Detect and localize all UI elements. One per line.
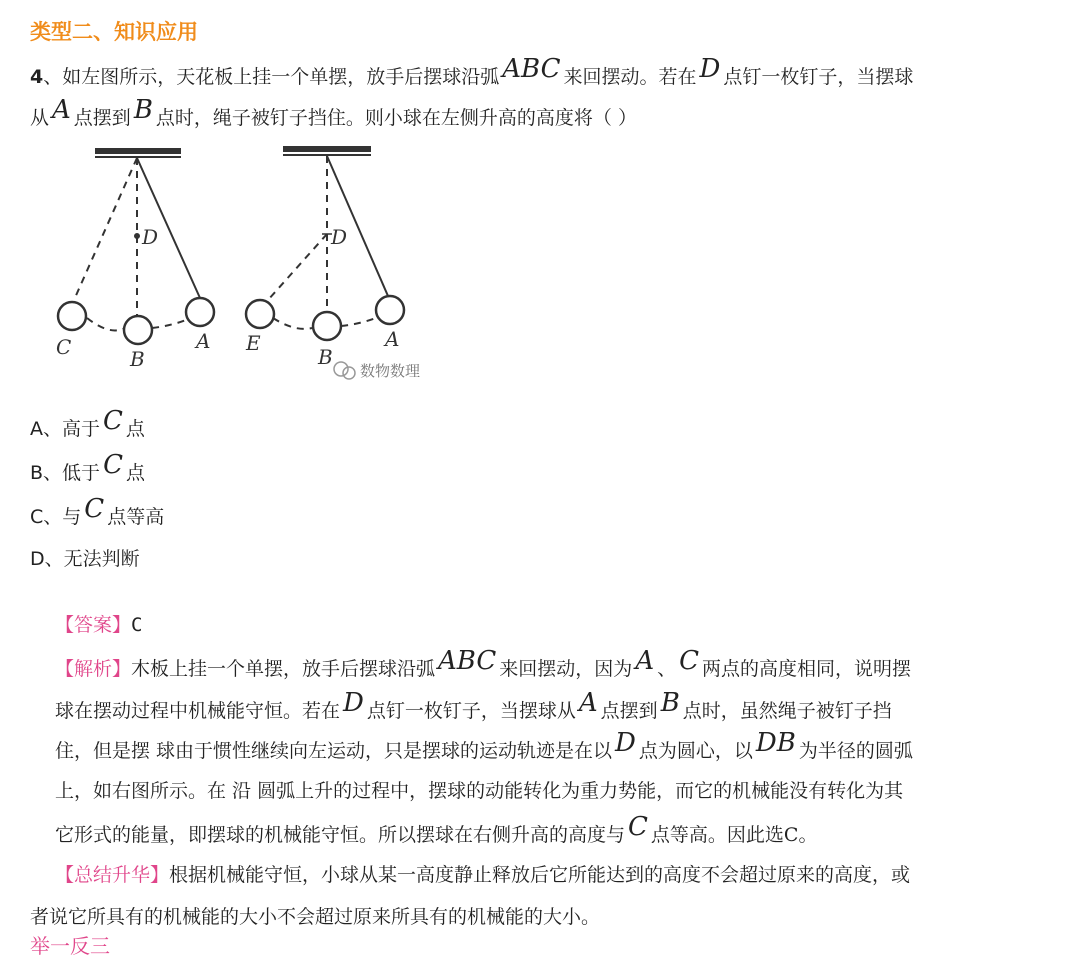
analysis-text: 它形式的能量，即摆球的机械能守恒。所以摆球在右侧升高的高度与 — [55, 824, 626, 846]
summary-tag: 【总结升华】 — [55, 864, 170, 886]
left-pendulum — [58, 158, 214, 344]
right-pendulum — [246, 156, 404, 340]
option-text: 、高于 — [43, 418, 101, 440]
question-text: 、如左图所示，天花板上挂一个单摆，放手后摆球沿弧 — [43, 66, 500, 88]
wechat-watermark — [334, 362, 420, 380]
math-point-b: B — [660, 688, 680, 718]
next-heading-cut — [30, 934, 170, 958]
math-arc: ABC — [438, 646, 497, 676]
option-letter: A — [30, 418, 43, 440]
math-point-a: A — [635, 646, 655, 676]
analysis-text: 为半径的圆弧 — [798, 740, 913, 762]
math-arc: ABC — [502, 54, 561, 84]
analysis-text: 两点的高度相同，说明摆 — [702, 658, 912, 680]
answer-line — [55, 610, 142, 637]
option-text: 、与 — [43, 506, 82, 528]
math-point-c: C — [103, 450, 123, 480]
math-point-c: C — [84, 494, 105, 524]
analysis-line-5 — [55, 812, 818, 848]
math-point-a: A — [578, 688, 598, 718]
section-title: 类型二、知识应用 — [30, 20, 198, 44]
answer-value: C — [131, 614, 143, 636]
question-text: 从 — [30, 107, 50, 129]
left-label-d: D — [142, 225, 159, 249]
math-point-c: C — [628, 812, 648, 842]
right-label-a: A — [385, 327, 400, 351]
summary-text: 根据机械能守恒，小球从某一高度静止释放后它所能达到的高度不会超过原来的高度，或 — [169, 864, 911, 886]
right-label-b: B — [318, 345, 333, 369]
analysis-line-2 — [55, 688, 892, 724]
analysis-line-4: 上，如右图所示。在 沿 圆弧上升的过程中，摆球的动能转化为重力势能，而它的机械能没有转化为其 — [55, 780, 904, 802]
question-text: 点钉一枚钉子，当摆球 — [723, 66, 914, 88]
option-b[interactable] — [30, 450, 145, 486]
question-number: 4 — [30, 66, 44, 88]
left-label-a: A — [196, 329, 211, 353]
option-letter: C — [30, 506, 44, 528]
math-point-d: D — [343, 688, 364, 718]
watermark-text: 数物数理 — [360, 362, 421, 380]
answer-tag: 【答案】 — [55, 614, 132, 636]
option-text: 点 — [125, 462, 145, 484]
math-point-d: D — [615, 728, 636, 758]
analysis-text: 点时，虽然绳子被钉子挡 — [682, 700, 892, 722]
analysis-text: 点等高。因此选C。 — [650, 824, 818, 846]
left-label-b: B — [130, 347, 145, 371]
analysis-text: 、 — [657, 658, 677, 680]
right-ceiling — [283, 146, 371, 155]
left-ceiling — [95, 148, 181, 157]
math-point-c: C — [103, 406, 123, 436]
math-point-d: D — [699, 54, 721, 84]
question-text: 点时，绳子被钉子挡住。则小球在左侧升高的高度将（ ） — [155, 107, 637, 129]
analysis-line-1 — [55, 646, 912, 682]
option-a[interactable] — [30, 406, 145, 442]
question-line-1 — [30, 54, 914, 90]
left-label-c: C — [56, 335, 72, 359]
analysis-text: 点摆到 — [600, 700, 658, 722]
analysis-text: 点为圆心，以 — [638, 740, 753, 762]
option-d[interactable] — [30, 544, 140, 571]
option-letter: B — [30, 462, 44, 484]
option-text: 、低于 — [43, 462, 101, 484]
math-segment-db: DB — [755, 728, 796, 758]
summary-line-2: 者说它所具有的机械能的大小不会超过原来所具有的机械能的大小。 — [30, 906, 601, 928]
math-point-c: C — [679, 646, 700, 676]
question-text: 来回摆动。若在 — [563, 66, 697, 88]
next-heading-text: 举一反三 — [30, 934, 110, 958]
right-label-e: E — [246, 331, 261, 355]
math-point-a: A — [52, 95, 71, 125]
question-line-2 — [30, 95, 637, 131]
math-point-b: B — [133, 95, 153, 125]
analysis-text: 来回摆动，因为 — [499, 658, 633, 680]
analysis-line-3 — [55, 728, 913, 764]
option-text: 、无法判断 — [44, 548, 140, 570]
analysis-tag: 【解析】 — [55, 658, 132, 680]
option-text: 点 — [125, 418, 145, 440]
option-text: 点等高 — [107, 506, 165, 528]
analysis-text: 球在摆动过程中机械能守恒。若在 — [55, 700, 341, 722]
analysis-text: 住，但是摆 球由于惯性继续向左运动，只是摆球的运动轨迹是在以 — [55, 740, 613, 762]
pendulum-figure — [50, 140, 450, 390]
analysis-text: 木板上挂一个单摆，放手后摆球沿弧 — [131, 658, 436, 680]
question-text: 点摆到 — [73, 107, 131, 129]
right-label-d: D — [331, 225, 348, 249]
summary-line-1 — [55, 860, 910, 887]
option-c[interactable] — [30, 494, 165, 530]
analysis-text: 点钉一枚钉子，当摆球从 — [366, 700, 576, 722]
option-letter: D — [30, 548, 45, 570]
